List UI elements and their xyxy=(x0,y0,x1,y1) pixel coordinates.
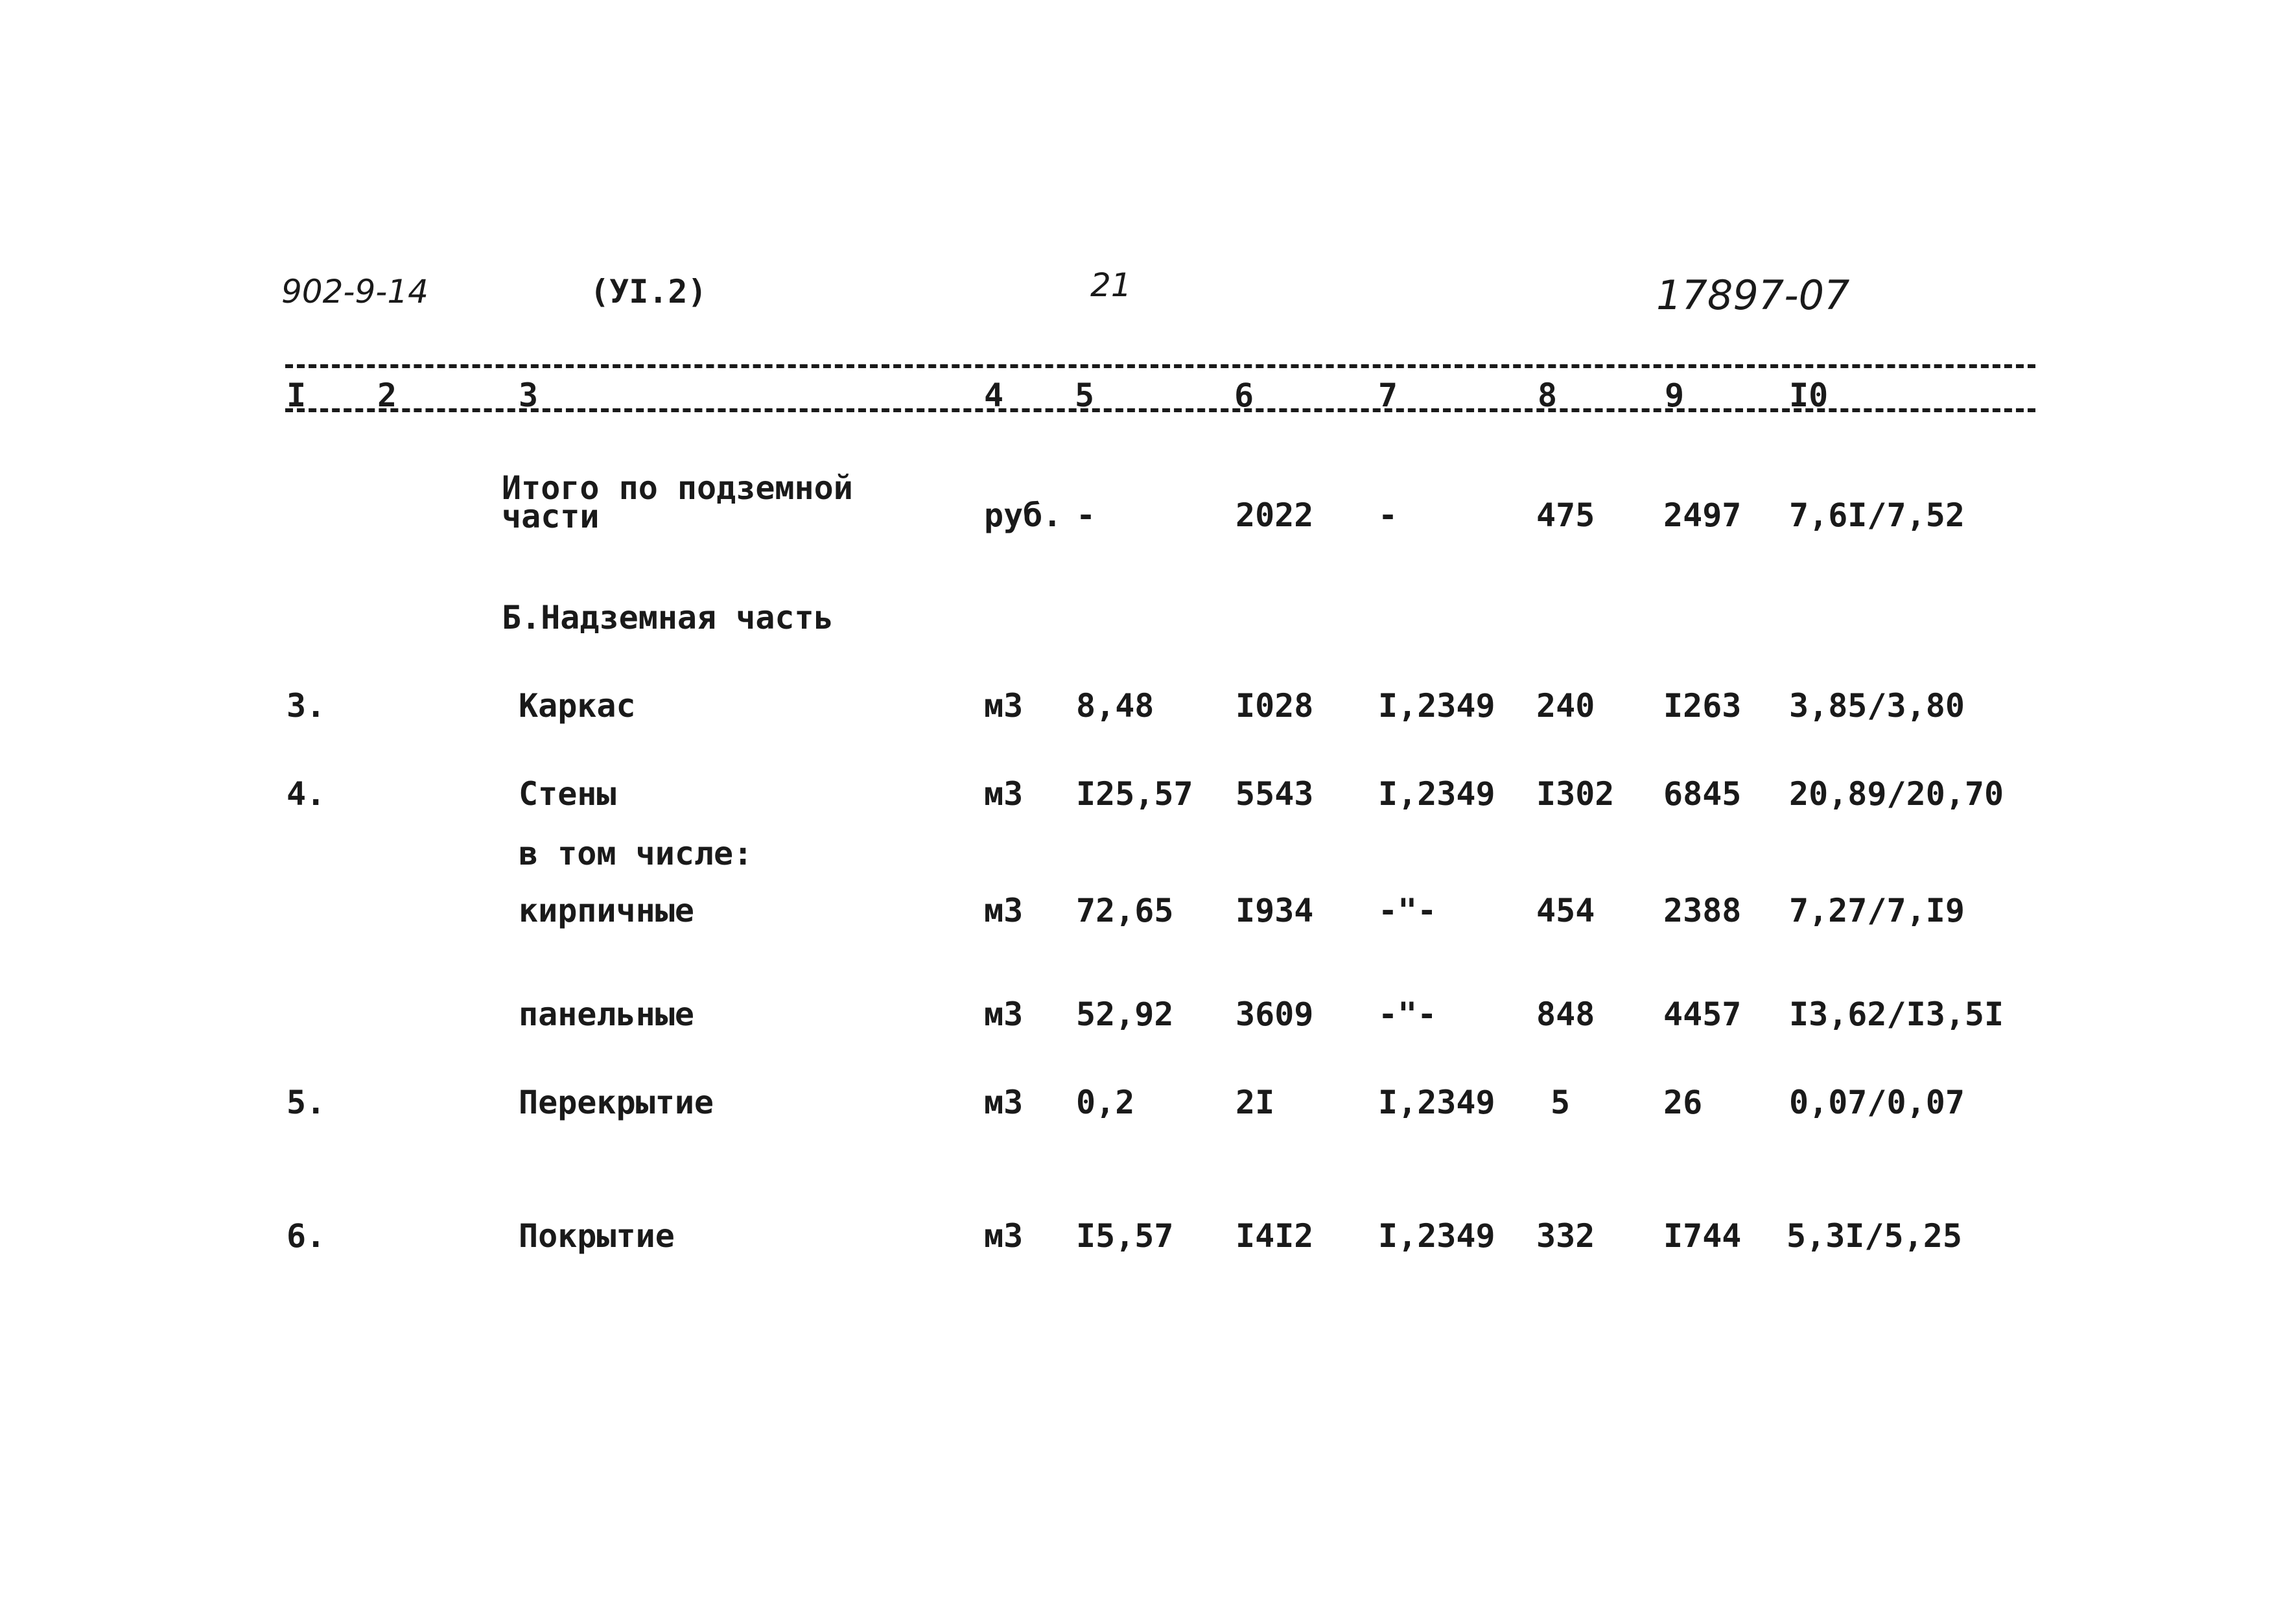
row-c5: 0,2 xyxy=(1076,1084,1135,1121)
section-title: Б.Надземная часть xyxy=(502,599,834,636)
row-name: кирпичные xyxy=(519,892,694,929)
row-c8: 5 xyxy=(1551,1084,1571,1121)
row-c6: 2I xyxy=(1236,1084,1275,1121)
row-c10: 7,27/7,I9 xyxy=(1789,892,1965,929)
column-number: 7 xyxy=(1378,377,1398,414)
header-rule-top xyxy=(285,364,2035,368)
subtotal-c8: 475 xyxy=(1536,496,1595,534)
subtotal-c5: - xyxy=(1076,496,1096,534)
row-c7: I,2349 xyxy=(1378,687,1495,725)
row-c8: I302 xyxy=(1536,775,1615,813)
column-number: 3 xyxy=(519,377,539,414)
row-c8: 332 xyxy=(1536,1217,1595,1255)
column-number: 6 xyxy=(1234,377,1254,414)
header-rule-bottom xyxy=(285,408,2035,412)
subtotal-c10: 7,6I/7,52 xyxy=(1789,496,1965,534)
row-c9: 6845 xyxy=(1663,775,1742,813)
row-c6: 3609 xyxy=(1236,996,1314,1033)
row-c10: 3,85/3,80 xyxy=(1789,687,1965,725)
row-unit: м3 xyxy=(984,1217,1024,1255)
row-name: Стены xyxy=(519,775,616,813)
row-c5: 52,92 xyxy=(1076,996,1174,1033)
row-number: 6. xyxy=(287,1217,326,1255)
section-code: (УI.2) xyxy=(590,273,707,310)
row-c5: 72,65 xyxy=(1076,892,1174,929)
subtotal-c9: 2497 xyxy=(1663,496,1742,534)
row-c5: 8,48 xyxy=(1076,687,1154,725)
row-c6: I028 xyxy=(1236,687,1314,725)
row-unit: м3 xyxy=(984,775,1024,813)
column-number: I0 xyxy=(1789,377,1829,414)
row-c9: 26 xyxy=(1663,1084,1703,1121)
row-c9: I263 xyxy=(1663,687,1742,725)
row-unit: м3 xyxy=(984,892,1024,929)
column-number: 4 xyxy=(984,377,1004,414)
doc-code: 902-9-14 xyxy=(281,273,428,310)
row-c7: I,2349 xyxy=(1378,775,1495,813)
column-number: I xyxy=(287,377,307,414)
including-label: в том числе: xyxy=(519,835,753,872)
row-c8: 848 xyxy=(1536,996,1595,1033)
row-c10: I3,62/I3,5I xyxy=(1789,996,2004,1033)
row-number: 3. xyxy=(287,687,326,725)
column-number: 5 xyxy=(1075,377,1095,414)
row-c10: 20,89/20,70 xyxy=(1789,775,2004,813)
row-number: 5. xyxy=(287,1084,326,1121)
row-c5: I25,57 xyxy=(1076,775,1193,813)
row-unit: м3 xyxy=(984,687,1024,725)
row-c6: I4I2 xyxy=(1236,1217,1314,1255)
row-c7: I,2349 xyxy=(1378,1084,1495,1121)
row-c7: -"- xyxy=(1378,996,1437,1033)
row-c10: 5,3I/5,25 xyxy=(1786,1217,1962,1255)
row-unit: м3 xyxy=(984,1084,1024,1121)
column-number: 2 xyxy=(377,377,397,414)
row-c10: 0,07/0,07 xyxy=(1789,1084,1965,1121)
column-number: 9 xyxy=(1665,377,1685,414)
subtotal-label-line2: части xyxy=(502,498,600,535)
subtotal-c7: - xyxy=(1378,496,1398,534)
row-c9: I744 xyxy=(1663,1217,1742,1255)
row-unit: м3 xyxy=(984,996,1024,1033)
subtotal-c6: 2022 xyxy=(1236,496,1314,534)
row-c6: I934 xyxy=(1236,892,1314,929)
row-c9: 2388 xyxy=(1663,892,1742,929)
page-number: 21 xyxy=(1090,266,1132,304)
row-c8: 240 xyxy=(1536,687,1595,725)
archive-number: 17897-07 xyxy=(1656,272,1850,319)
row-c5: I5,57 xyxy=(1076,1217,1174,1255)
row-name: Покрытие xyxy=(519,1217,675,1255)
column-number: 8 xyxy=(1538,377,1558,414)
subtotal-unit: руб. xyxy=(984,496,1062,534)
row-c9: 4457 xyxy=(1663,996,1742,1033)
row-name: панельные xyxy=(519,996,694,1033)
row-c7: I,2349 xyxy=(1378,1217,1495,1255)
row-c7: -"- xyxy=(1378,892,1437,929)
row-name: Перекрытие xyxy=(519,1084,714,1121)
row-number: 4. xyxy=(287,775,326,813)
row-c8: 454 xyxy=(1536,892,1595,929)
row-name: Каркас xyxy=(519,687,636,725)
subtotal-label-line1: Итого по подземной xyxy=(502,469,853,507)
row-c6: 5543 xyxy=(1236,775,1314,813)
